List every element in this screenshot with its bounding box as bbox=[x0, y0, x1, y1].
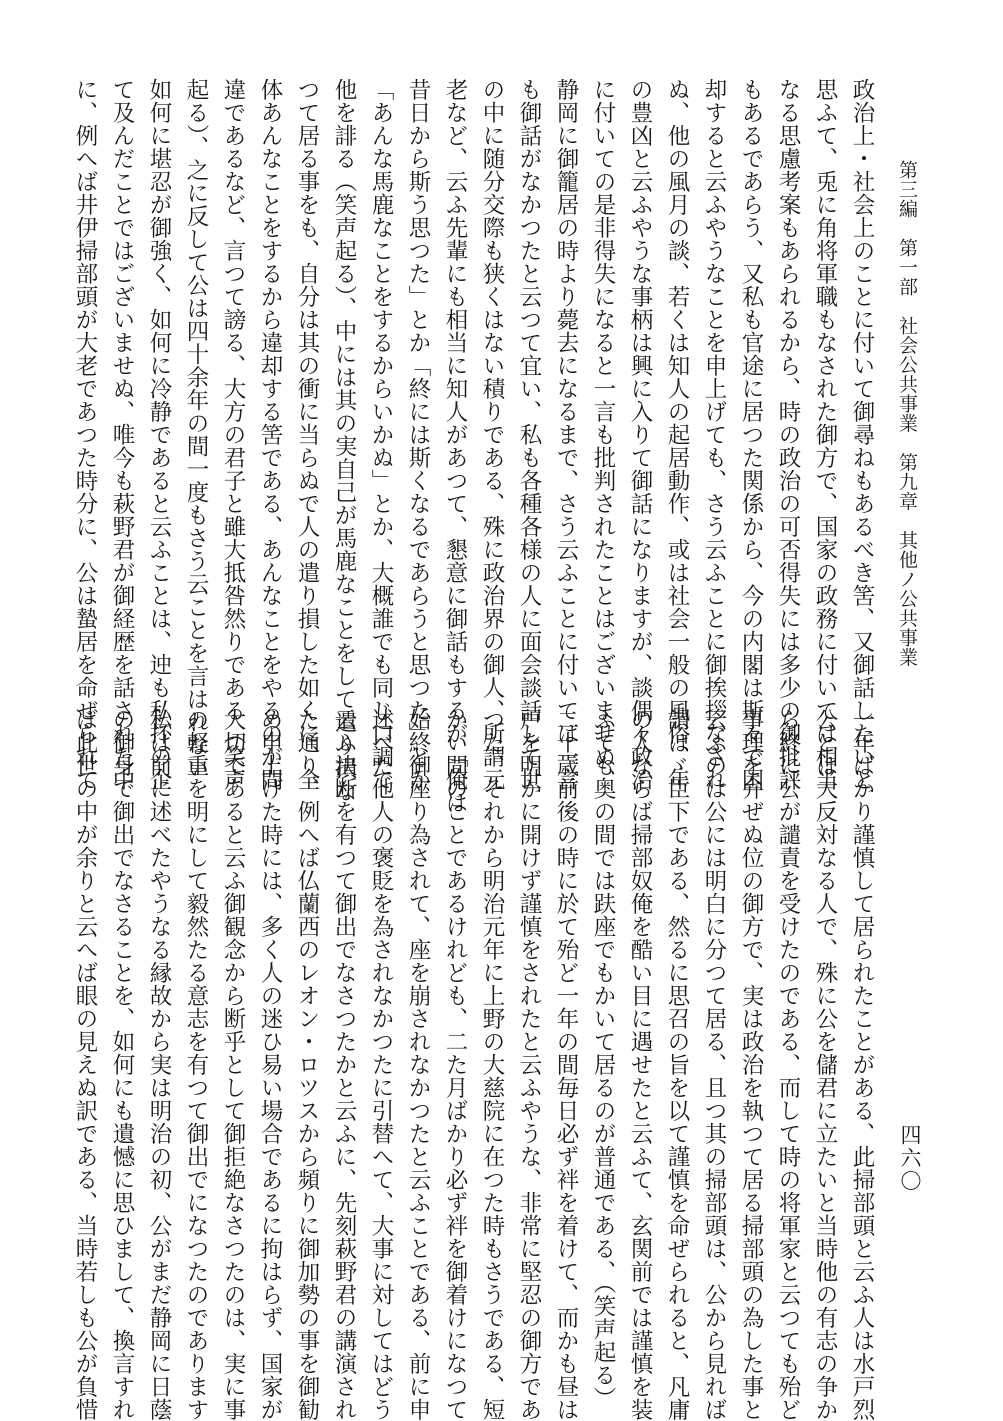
text-column: 他を誹る（笑声起る）、中には其の実自己が馬鹿なことをして遣り損な bbox=[331, 78, 357, 803]
text-column: ぬ、他の風月の談、若くは知人の起居動作、或は社会一般の風俗、年 bbox=[664, 78, 690, 791]
text-column: 「あんな馬鹿なことをするからいかぬ」とか、大概誰でも同じ口調で bbox=[368, 78, 394, 791]
text-column: 起る）、之に反して公は四十余年の間一度もさう云ことを言はれない bbox=[183, 78, 209, 780]
text-column: 如何に堪忍が御強く、如何に冷静であると云ふことは、迚も私抔の企 bbox=[146, 78, 172, 791]
page-number: 四六〇 bbox=[898, 1124, 922, 1193]
lower-text-block bbox=[70, 708, 880, 1421]
text-column: ら終に公が譴責を受けたのである、而して時の将軍家と云つても殆ど bbox=[775, 708, 801, 1421]
text-column: かい間のことであるけれども、二た月ばかり必ず袢を御着けになつて bbox=[442, 708, 468, 1421]
text-column: 昔日から斯う思つた」とか「終には斯くなるであらうと思つた」とか bbox=[405, 78, 431, 791]
text-column: 述べた他人の褒貶を為されなかつたに引替へて、大事に対してはどう bbox=[368, 708, 394, 1421]
text-column: 始終御座り為されて、座を崩されなかつたと云ふことである、前に申 bbox=[405, 708, 431, 1421]
text-column: 謂はゞ臣下である、然るに思召の旨を以て謹慎を命ぜられると、凡庸 bbox=[664, 708, 690, 1421]
running-head: 第三編 第一部 社会公共事業 第九章 其他ノ公共事業 bbox=[896, 160, 918, 667]
text-column: の軽重を明にして毅然たる意志を有つて御出でになつたのであります bbox=[183, 708, 209, 1421]
text-column: 戸を明かに開けず謹慎をされたと云ふやうな、非常に堅忍の御方であ bbox=[516, 708, 542, 1421]
text-column: 大切であると云ふ御観念から断乎として御拒絶なさつたのは、実に事 bbox=[220, 708, 246, 1421]
text-column: つて居る事をも、自分は其の衝に当らぬで人の遣り損した如くに、全 bbox=[294, 78, 320, 791]
text-column: め申上げた時には、多く人の迷ひ易い場合であるに拘はらず、国家が bbox=[257, 708, 283, 1421]
text-column: 却すると云ふやうなことを申上げても、さう云ふことに御挨拶なされ bbox=[701, 78, 727, 791]
upper-text-block bbox=[70, 78, 880, 814]
text-column: 老など、云ふ先輩にも相当に知人があつて、懇意に御話もするが「俺は bbox=[442, 78, 468, 814]
text-column: つた、それから明治元年に上野の大慈院に在つた時もさうである、短 bbox=[479, 708, 505, 1421]
text-column: なる思慮考案もあられるから、時の政治の可否得失には多少の御批評 bbox=[775, 78, 801, 791]
text-column: 云ふのは公には明白に分つて居る、且つ其の掃部頭は、公から見れば bbox=[701, 708, 727, 1421]
text-column: 一年ばかり謹慎して居られたことがある、此掃部頭と云ふ人は水戸烈 bbox=[849, 708, 875, 1421]
text-column: の御身で御出でなさることを、如何にも遺憾に思ひまして、換言すれ bbox=[109, 708, 135, 1421]
text-column: 体あんなことをするから違却する筈である、あんなことをやるのが間 bbox=[257, 78, 283, 791]
text-column: に付いての是非得失になると一言も批判されたことはございませぬ、 bbox=[590, 78, 616, 791]
text-column: 私は前に述べたやうなる縁故から実は明治の初、公がまだ静岡に日蔭 bbox=[146, 708, 172, 1421]
text-column: 事理を弁ぜぬ位の御方で、実は政治を執つて居る掃部頭の為した事と bbox=[738, 708, 764, 1421]
text-column: の中に随分交際も狭くはない積りである、殊に政治界の御人、所謂元 bbox=[479, 78, 505, 791]
text-column: 静岡に御籠居の時より薨去になるまで、さう云ふことに付いては一言 bbox=[553, 78, 579, 791]
text-column: ふても奥の間では趺座でもかいて居るのが普通である、（笑声起る） bbox=[590, 708, 616, 1410]
text-column: の人ならば掃部奴俺を酷い目に遇せたと云ふて、玄関前では謹慎を装 bbox=[627, 708, 653, 1421]
text-column: 違であるなど、言つて謗る、大方の君子と雖大抵咎然りである（笑声 bbox=[220, 78, 246, 791]
text-column: も御話がなかつたと云つて宜い、私も各種各様の人に面会談話して世 bbox=[516, 78, 542, 791]
text-column: 公とは大反対なる人で、殊に公を儲君に立たいと当時他の有志の争か bbox=[812, 708, 838, 1421]
text-column: て及んだことではございませぬ、唯今も萩野君が御経歴を話された中 bbox=[109, 78, 135, 791]
text-column: ば此世の中が余りと云へば眼の見えぬ訳である、当時若しも公が負惜 bbox=[72, 708, 98, 1421]
text-column: もあるであらう、又私も官途に居つた関係から、今の内閣は斯々で困 bbox=[738, 78, 764, 791]
text-column: 二十歳前後の時に於て殆ど一年の間毎日必ず袢を着けて、而かも昼は bbox=[553, 708, 579, 1421]
text-column: 政治上・社会上のことに付いて御尋ねもあるべき筈、又御話したいと bbox=[849, 78, 875, 791]
text-column: の豊凶と云ふやうな事柄は興に入りて御話になりますが、談偶々政治 bbox=[627, 78, 653, 791]
text-column: に、例へば井伊掃部頭が大老であつた時分に、公は蟄居を命ぜられて bbox=[72, 78, 98, 791]
text-column: 思ふて、兎に角将軍職もなされた御方で、国家の政務に付いては相当 bbox=[812, 78, 838, 791]
text-column: 云ふ決断を有つて御出でなさつたかと云ふに、先刻萩野君の講演され bbox=[331, 708, 357, 1421]
text-column: た通り、例へば仏蘭西のレオン・ロツスから頻りに御加勢の事を御勧 bbox=[294, 708, 320, 1421]
